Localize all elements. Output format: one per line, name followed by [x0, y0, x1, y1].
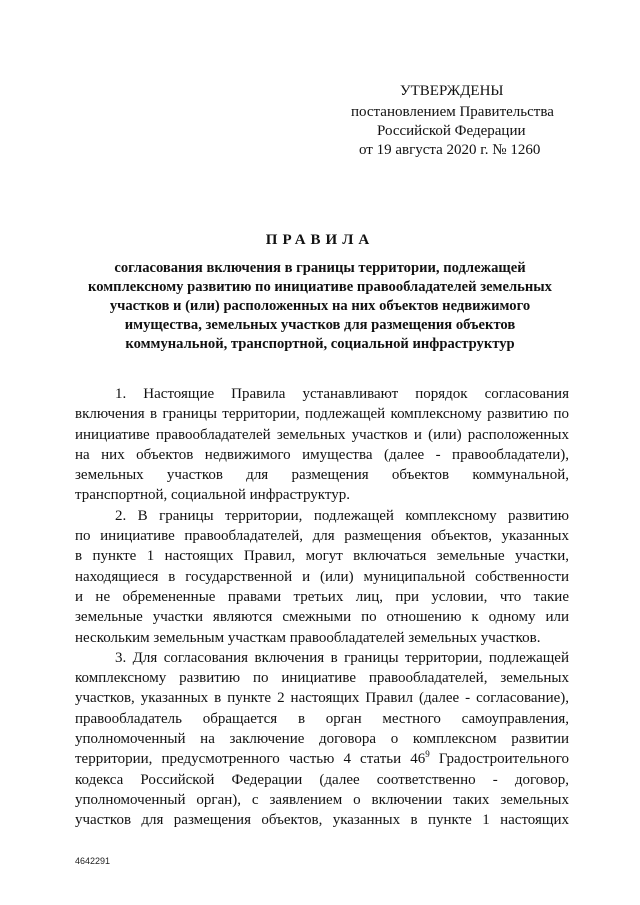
approval-date-number-line: от 19 августа 2020 г. № 1260	[359, 142, 541, 158]
paragraph-2-line: по инициативе правообладателей, для размещения объектов, указанных	[75, 528, 569, 545]
subtitle-line: коммунальной, транспортной, социальной инфраструктур	[125, 336, 515, 352]
subtitle-line: имущества, земельных участков для размещения объектов	[124, 317, 516, 333]
paragraph-3-line: 3. Для согласования включения в границы территории, подлежащей	[115, 649, 569, 666]
paragraph-1-line: 1. Настоящие Правила устанавливают порядок согласования	[115, 386, 569, 402]
paragraph-3-line: уполномоченный на заключение договора о комплексном развитии	[75, 731, 569, 748]
document-title: ПРАВИЛА	[265, 232, 375, 248]
paragraph-3-line: правообладатель обращается в орган местного самоуправления,	[75, 710, 569, 727]
subtitle-line: комплексному развитию по инициативе правообладателей земельных	[88, 279, 552, 295]
document-subtitle	[75, 259, 565, 354]
paragraph-2-line: в пункте 1 настоящих Правил, могут включаться земельные участки,	[75, 548, 569, 565]
paragraph-1-line: включения в границы территории, подлежащей комплексному развитию по	[75, 406, 569, 423]
paragraph-1-line: земельных участков для размещения объектов коммунальной,	[75, 467, 569, 484]
paragraph-3-line-part: территории, предусмотренного частью 4 статьи 46	[75, 751, 426, 768]
approved-heading: УТВЕРЖДЕНЫ	[400, 83, 504, 99]
paragraph-3-line: участков, указанных в пункте 2 настоящих Правил (далее - согласование),	[75, 690, 569, 707]
paragraph-2-line: земельные участки являются смежными по отношению к одному или	[75, 609, 569, 626]
subtitle-line: согласования включения в границы территории, подлежащей	[114, 260, 526, 276]
paragraph-3-line-part: Градостроительного	[429, 751, 569, 768]
paragraph-2-line: находящиеся в государственной и (или) муниципальной собственности	[75, 568, 569, 585]
document-code: 4642291	[75, 856, 111, 866]
approval-stamp-block	[345, 82, 575, 160]
paragraph-3-line: уполномоченный орган), с заявлением о включении таких земельных	[75, 791, 569, 808]
article-superscript: 9	[425, 749, 430, 760]
subtitle-line: участков и (или) расположенных на них объектов недвижимого	[109, 298, 531, 314]
paragraph-3-line: комплексному развитию по инициативе правообладателей, земельных	[75, 670, 569, 687]
paragraph-3-line: участков для размещения объектов, указанных в пункте 1 настоящих	[75, 812, 569, 829]
paragraph-2-line: и не обремененные правами третьих лиц, при условии, что такие	[75, 588, 569, 605]
paragraph-2-line: нескольким земельным участкам правообладателей земельных участков.	[75, 629, 541, 646]
paragraph-1-line: инициативе правообладателей земельных участков и (или) расположенных	[75, 426, 569, 443]
approval-government-line: Российской Федерации	[377, 123, 526, 139]
paragraph-1-line: транспортной, социальной инфраструктур.	[75, 487, 350, 504]
paragraph-3-line-with-superscript	[75, 749, 569, 769]
paragraph-3-line: кодекса Российской Федерации (далее соответственно - договор,	[75, 771, 569, 788]
document-body	[75, 384, 569, 831]
paragraph-1-line: на них объектов недвижимого имущества (далее - правообладатели),	[75, 446, 569, 463]
paragraph-2-line: 2. В границы территории, подлежащей комплексному развитию	[115, 507, 569, 524]
approval-resolution-line: постановлением Правительства	[351, 104, 554, 120]
